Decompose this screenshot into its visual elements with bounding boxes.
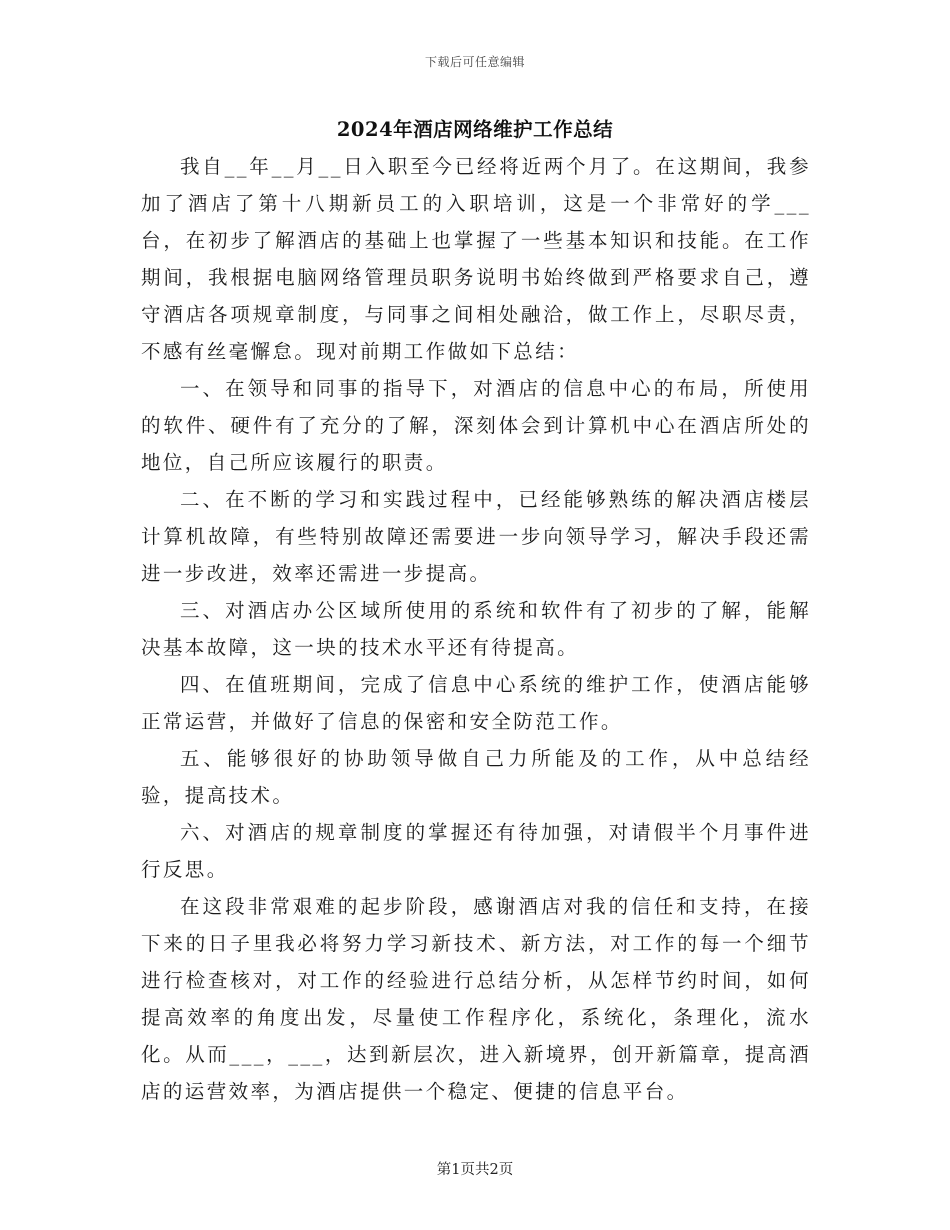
paragraph-intro: 我自__年__月__日入职至今已经将近两个月了。在这期间，我参加了酒店了第十八期新员工的入职培训，这是一个非常好的学___台，在初步了解酒店的基础上也掌握了一些基本知识和技能。在工作期间，我根据电脑网络管理员职务说明书始终做到严格要求自己，遵守酒店各项规章制度，与同事之间相处融洽，做工作上，尽职尽责，不感有丝毫懈怠。现对前期工作做如下总结： (141, 155, 811, 363)
paragraph-item-4: 四、在值班期间，完成了信息中心系统的维护工作，使酒店能够正常运营，并做好了信息的保密和安全防范工作。 (141, 673, 811, 733)
paragraph-item-5: 五、能够很好的协助领导做自己力所能及的工作，从中总结经验，提高技术。 (141, 747, 811, 807)
page-footer: 第1页共2页 (436, 1162, 514, 1178)
paragraph-item-3: 三、对酒店办公区域所使用的系统和软件有了初步的了解，能解决基本故障，这一块的技术水平还有待提高。 (141, 599, 811, 659)
header-note: 下载后可任意编辑 (424, 55, 525, 69)
document-title: 2024年酒店网络维护工作总结 (336, 118, 614, 141)
paragraph-conclusion: 在这段非常艰难的起步阶段，感谢酒店对我的信任和支持，在接下来的日子里我必将努力学习新技术、新方法，对工作的每一个细节进行检查核对，对工作的经验进行总结分析，从怎样节约时间，如何提高效率的角度出发，尽量使工作程序化，系统化，条理化，流水化。从而___，___，达到新层次，进入新境界，创开新篇章，提高酒店的运营效率，为酒店提供一个稳定、便捷的信息平台。 (141, 895, 811, 1103)
paragraph-item-2: 二、在不断的学习和实践过程中，已经能够熟练的解决酒店楼层计算机故障，有些特别故障还需要进一步向领导学习，解决手段还需进一步改进，效率还需进一步提高。 (141, 488, 811, 585)
paragraph-item-1: 一、在领导和同事的指导下，对酒店的信息中心的布局，所使用的软件、硬件有了充分的了解，深刻体会到计算机中心在酒店所处的地位，自己所应该履行的职责。 (141, 377, 811, 474)
document-body (141, 148, 811, 1110)
paragraph-item-6: 六、对酒店的规章制度的掌握还有待加强，对请假半个月事件进行反思。 (141, 821, 811, 881)
